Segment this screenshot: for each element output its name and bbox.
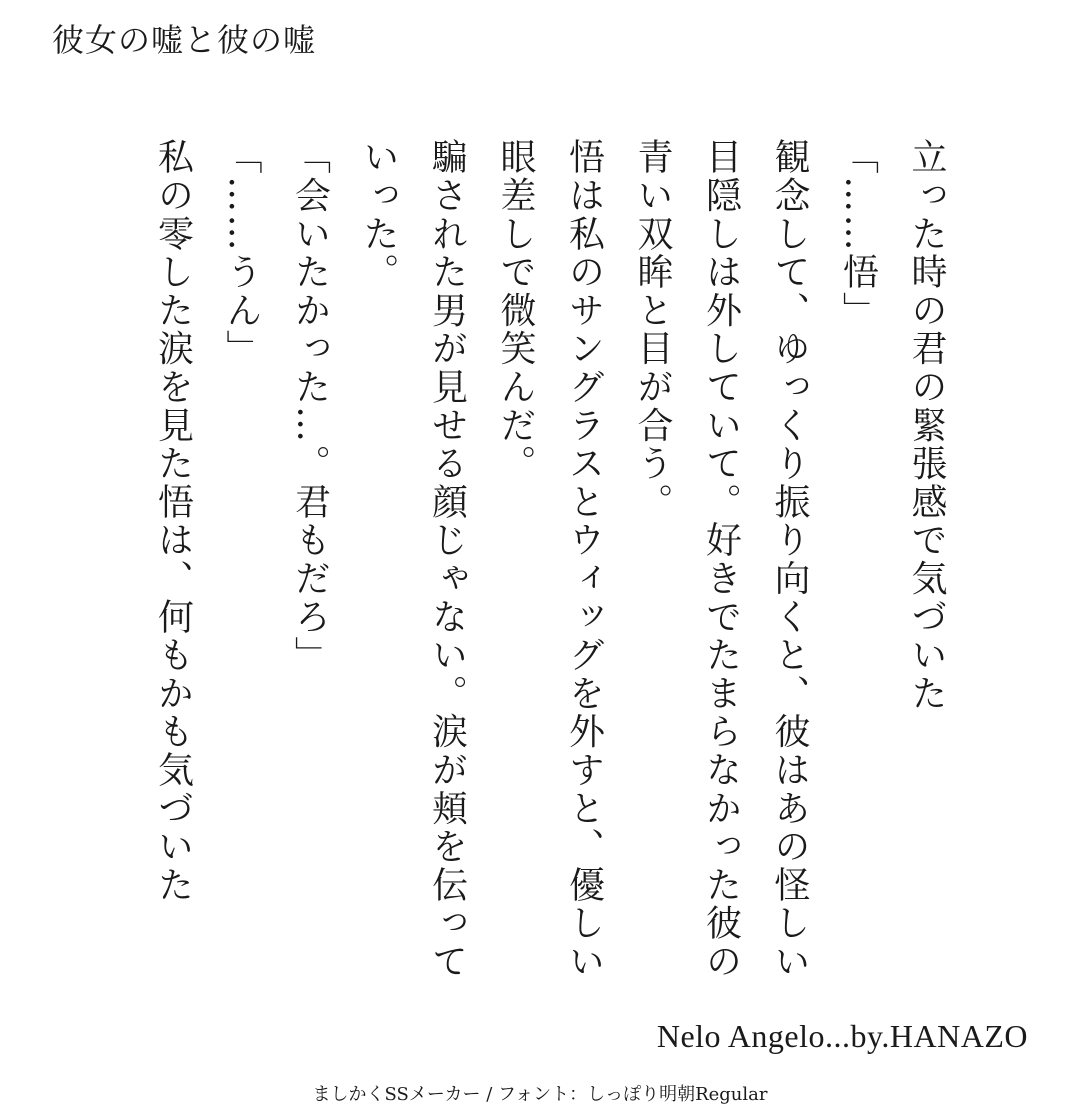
paragraph: 騙された男が見せる顔じゃない。涙が頬を伝っていった。 (358, 138, 468, 981)
paragraph: 「会いたかった…。君もだろ」 (289, 138, 331, 675)
paragraph: 立った時の君の緊張感で気づいた (906, 138, 947, 713)
story-text (110, 138, 960, 1018)
author-credit: Nelo Angelo...by.HANAZO (656, 1018, 1028, 1054)
page-title: 彼女の嘘と彼の嘘 (52, 21, 317, 59)
paragraph: 悟は私のサングラスとウィッグを外すと、優しい眼差しで微笑んだ。 (495, 138, 605, 981)
paragraph: 「……うん」 (221, 138, 262, 368)
paragraph: 私の零した涙を見た悟は、何もかも気づいた (152, 138, 194, 904)
paragraph: 観念して、ゆっくり振り向くと、彼はあの怪しい目隠しは外していて。好きでたまらなかった彼の青い双眸と目が合う。 (632, 138, 810, 981)
footer-credit: ましかくSSメーカー / フォント：しっぽり明朝Regular (312, 1084, 768, 1105)
paragraph: 「……悟」 (837, 138, 879, 330)
